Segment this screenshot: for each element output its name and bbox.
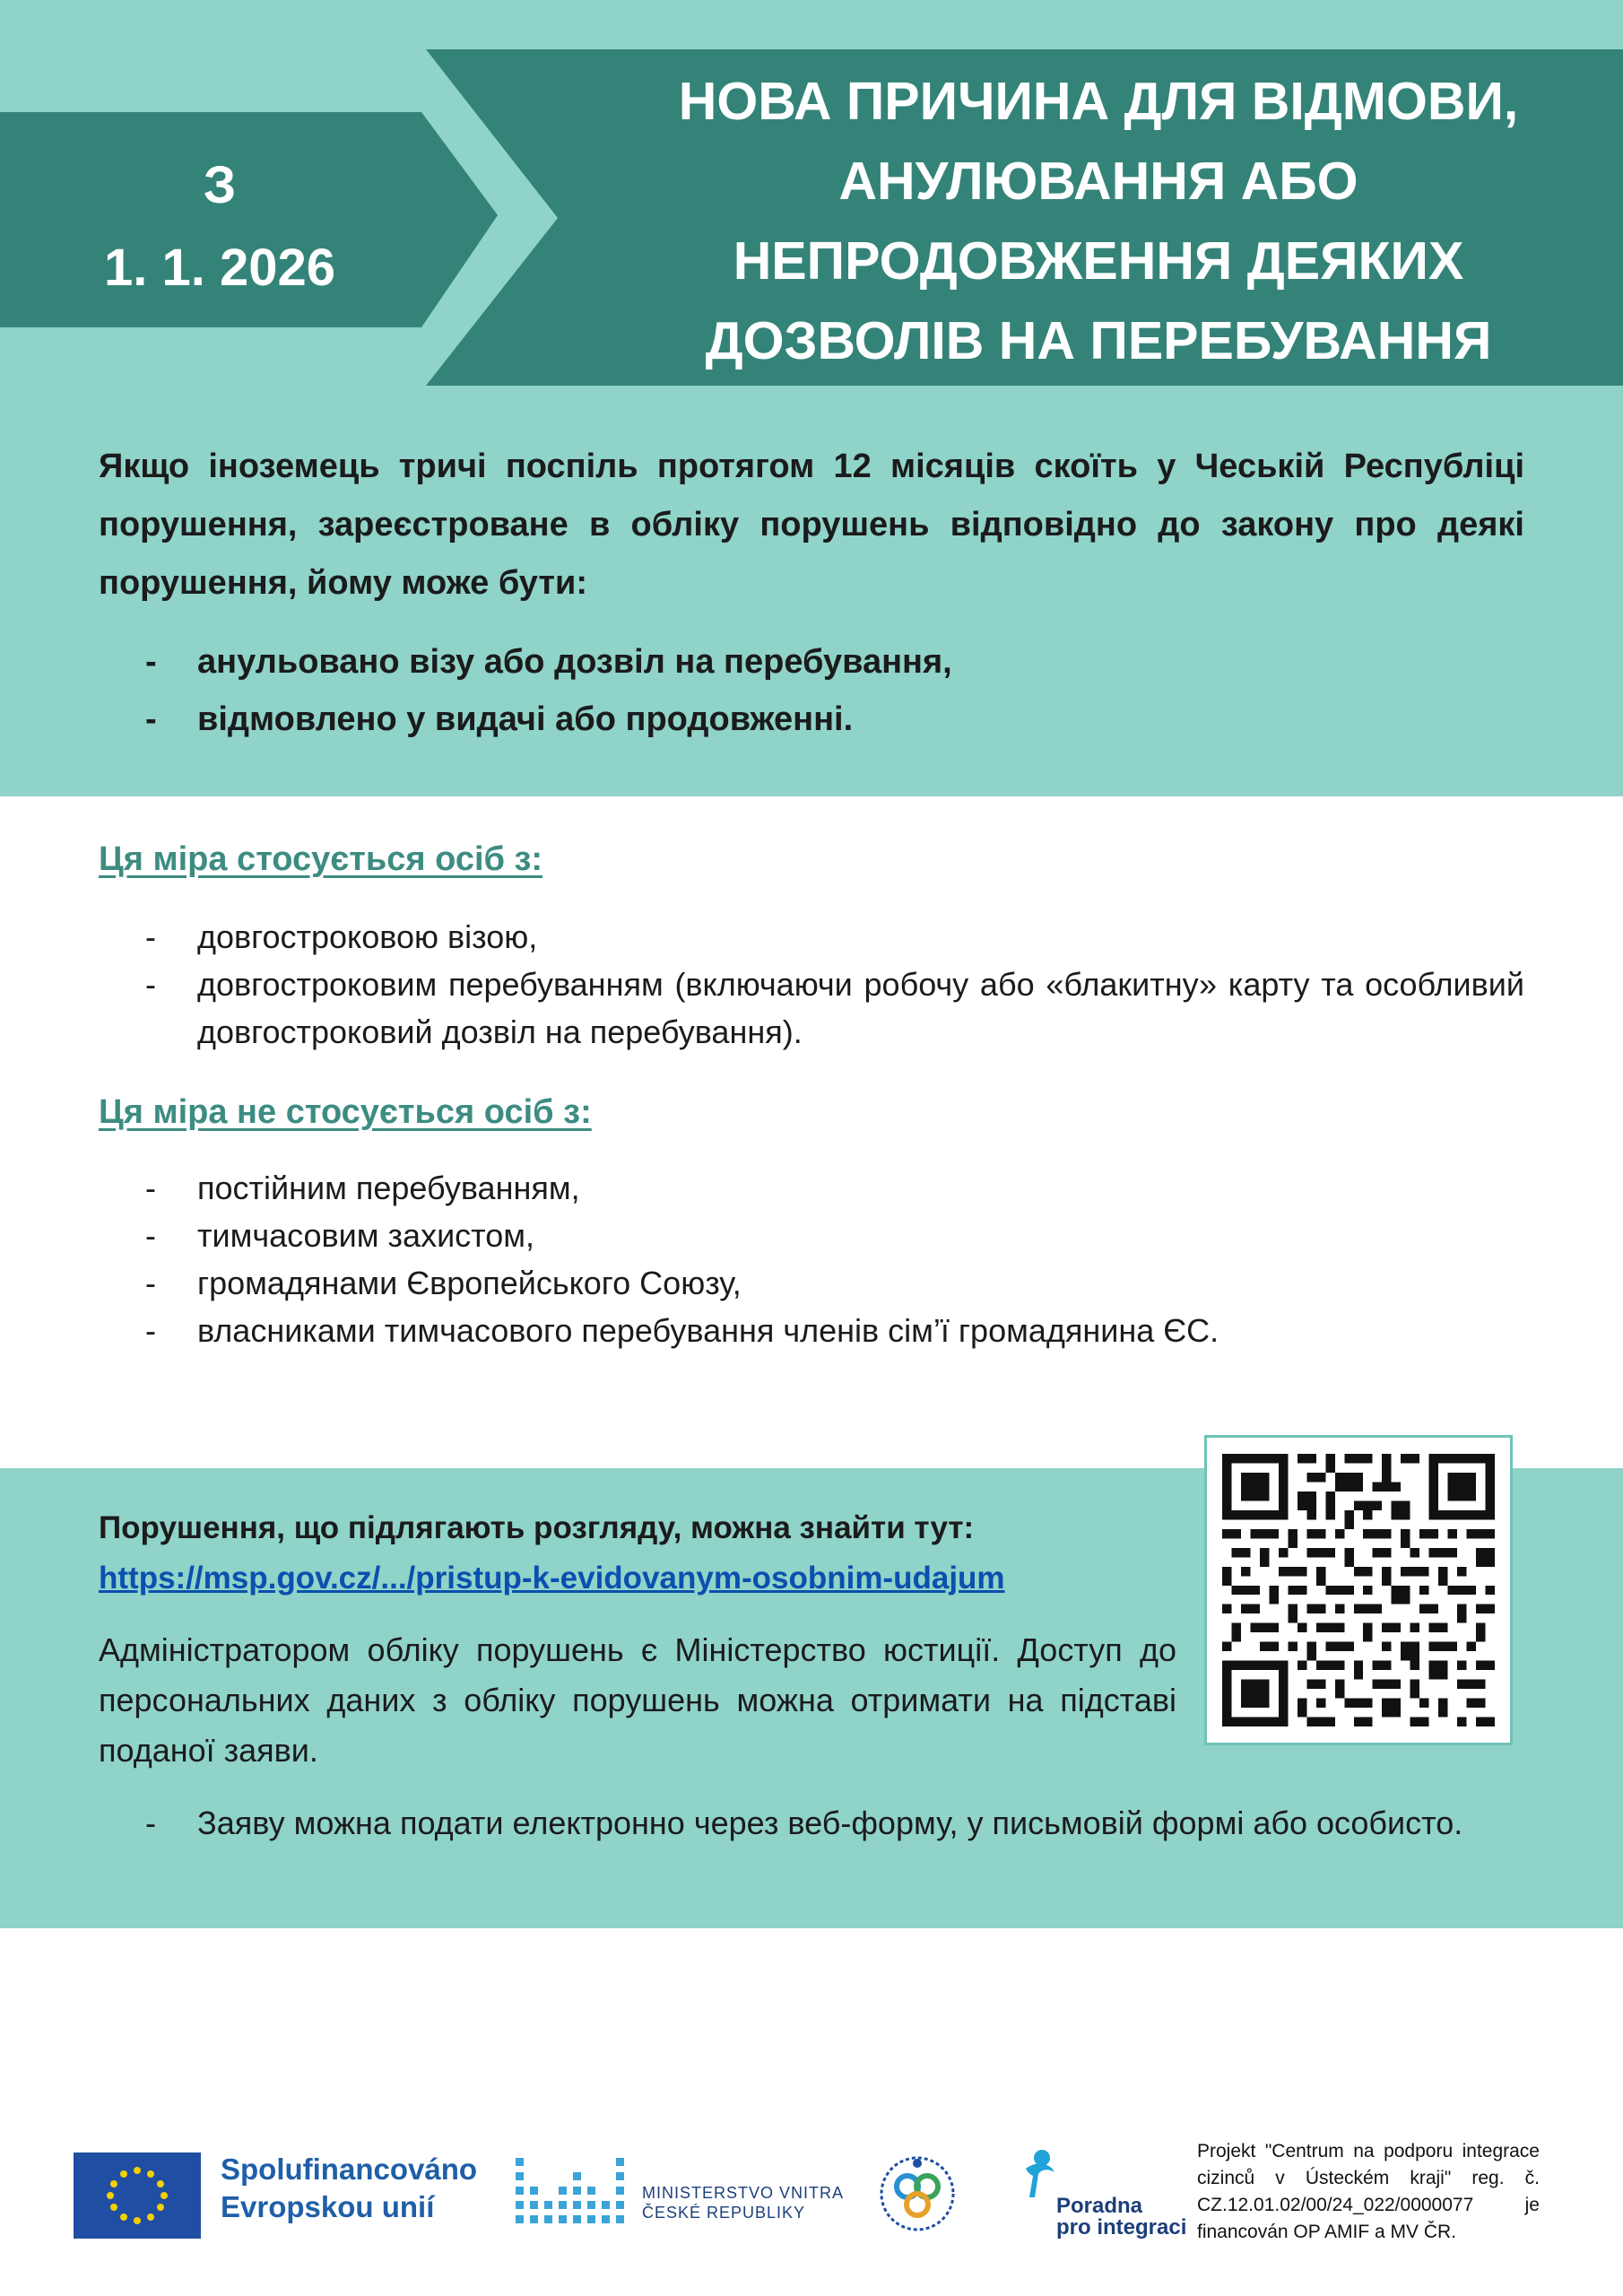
- not-applies-heading: Ця міра не стосується осіб з:: [99, 1093, 592, 1131]
- list-item: - анульовано візу або дозвіл на перебування,: [145, 643, 952, 681]
- not-applies-list: [99, 1164, 1524, 1354]
- list-item: - тимчасовим захистом,: [145, 1217, 535, 1254]
- list-item: - власниками тимчасового перебування членів сім’ї громадянина ЄС.: [145, 1312, 1219, 1349]
- effective-date: [0, 135, 439, 318]
- project-note: Projekt "Centrum na podporu integrace cizinců v Ústeckém kraji" reg. č. CZ.12.01.02/00/24_022/0000077 je financován OP AMIF a MV ČR.: [1197, 2141, 1540, 2242]
- violations-link[interactable]: https://msp.gov.cz/.../pristup-k-evidovanym-osobnim-udajum: [99, 1561, 1005, 1596]
- date-prefix: З: [203, 155, 237, 214]
- applies-heading: Ця міра стосується осіб з:: [99, 840, 543, 878]
- consequences-list: [99, 633, 1524, 748]
- violations-heading: Порушення, що підлягають розгляду, можна знайти тут:: [99, 1510, 975, 1545]
- list-item: - довгостроковим перебуванням (включаючи робочу або «блакитну» карту та особливий довгостроковий дозвіл на перебування).: [145, 966, 1524, 1050]
- ministry-label: MINISTERSTVO VNITRA ČESKÉ REPUBLIKY: [642, 2184, 845, 2222]
- applies-list: [99, 913, 1524, 1056]
- qr-code[interactable]: [1204, 1435, 1513, 1745]
- title-line: ДОЗВОЛІВ НА ПЕРЕБУВАННЯ: [705, 311, 1492, 370]
- title-line: НОВА ПРИЧИНА ДЛЯ ВІДМОВИ,: [678, 72, 1519, 131]
- intro-paragraph: Якщо іноземець тричі поспіль протягом 12 місяців скоїть у Чеській Республіці порушення, зареєстроване в обліку порушень відповідно до закону про деякі порушення, йому може бути:: [99, 448, 1524, 602]
- list-item: - довгостроковою візою,: [145, 918, 538, 955]
- list-item: - відмовлено у видачі або продовженні.: [145, 700, 854, 738]
- administrator-paragraph: Адміністратором обліку порушень є Міністерство юстиції. Доступ до персональних даних з обліку порушень можна отримати на підставі поданої заяви.: [99, 1631, 1176, 1769]
- list-item: - громадянами Європейського Союзу,: [145, 1265, 742, 1301]
- date-value: 1. 1. 2026: [104, 238, 335, 297]
- qr-code-icon: [1222, 1453, 1495, 1727]
- list-item: - постійним перебуванням,: [145, 1170, 580, 1206]
- counselling-label: Poradna pro integraci: [1056, 2194, 1187, 2239]
- eu-flag-icon: [74, 2152, 201, 2239]
- counselling-logo-icon: [1022, 2149, 1058, 2199]
- footer: [0, 2090, 1623, 2296]
- title-line: НЕПРОДОВЖЕННЯ ДЕЯКИХ: [733, 231, 1464, 291]
- list-item: - Заяву можна подати електронно через веб-форму, у письмовій формі або особисто.: [145, 1805, 1463, 1841]
- application-list: [99, 1799, 1524, 1848]
- ministry-logo-icon: [516, 2152, 629, 2239]
- title-line: АНУЛЮВАННЯ АБО: [838, 152, 1358, 211]
- page-title: [574, 56, 1623, 387]
- eu-cofinanced-label: Spolufinancováno Evropskou unií: [221, 2152, 478, 2223]
- integration-centre-logo-icon: [877, 2144, 958, 2242]
